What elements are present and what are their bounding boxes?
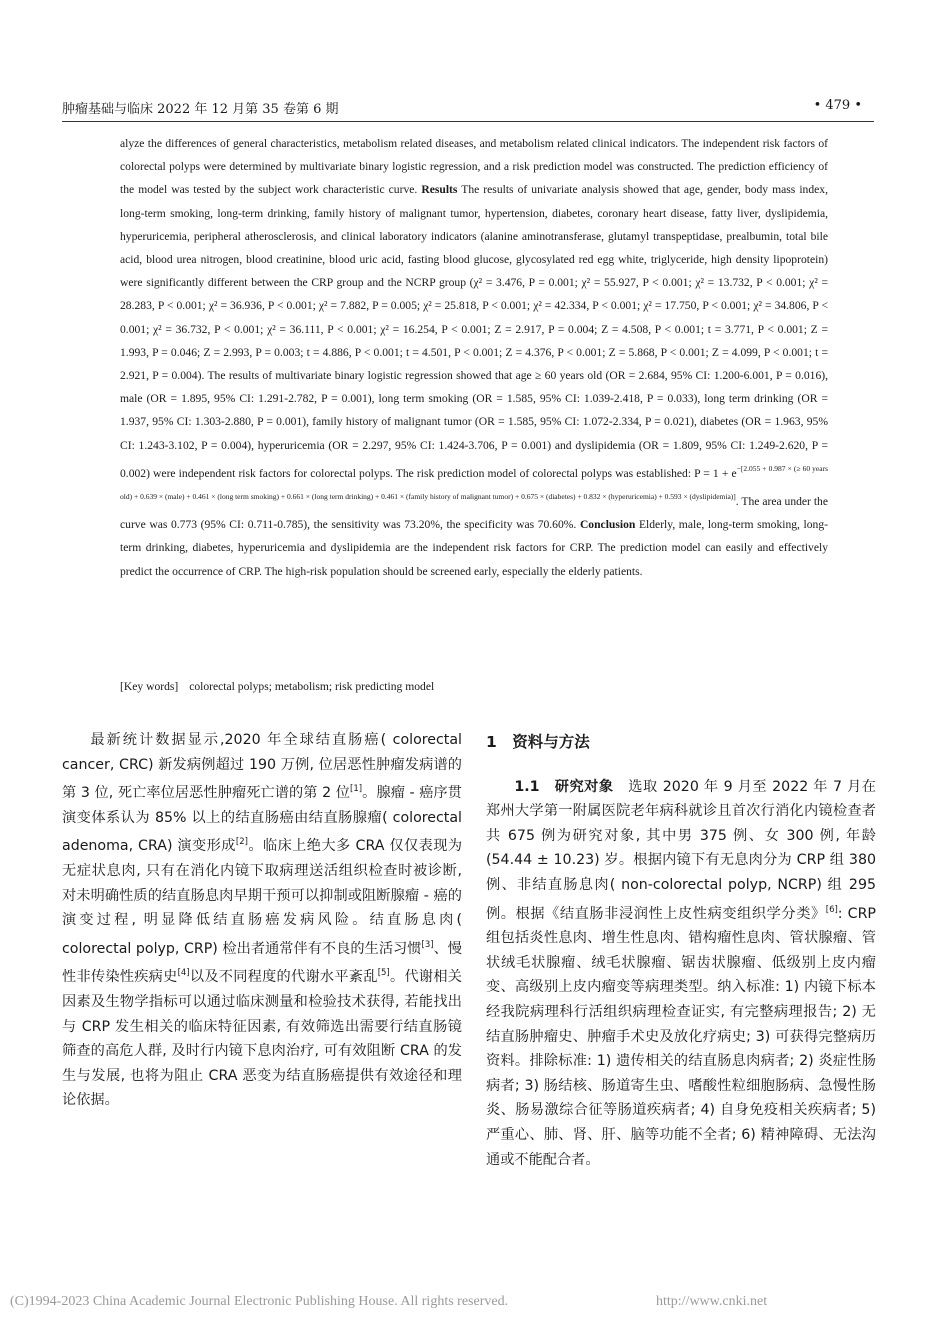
results-label: Results	[421, 183, 458, 197]
citation-4[interactable]: [4]	[177, 968, 190, 979]
abstract-body	[120, 132, 828, 583]
citation-3[interactable]: [3]	[421, 939, 434, 950]
copyright-text: (C)1994-2023 China Academic Journal Electronic Publishing House. All rights reserved.	[10, 1294, 509, 1309]
methods-text-2: : CRP 组包括炎性息肉、增生性息肉、错构瘤性息肉、管状腺瘤、管状绒毛状腺瘤、绒毛状腺瘤、锯齿状腺瘤、低级别上皮内瘤变、高级别上皮内瘤变等病理类型。纳入标准: 1) 内镜下标本经我院病理科行活组织病理检查证实, 有完整病理报告; 2) 无结直肠肿瘤史、肿瘤手术史及放化疗病史; 3) 可获得完整病历资料。排除标准: 1) 遗传相关的结直肠息肉病者; 2) 炎症性肠病者; 3) 肠结核、肠道寄生虫、嗜酸性粒细胞肠病、急慢性肠炎、肠易激综合征等肠道疾病者; 4) 自身免疫相关疾病者; 5) 严重心、肺、肾、肝、脑等功能不全者; 6) 精神障碍、无法沟通或不能配合者。	[486, 905, 876, 1168]
abstract-methods-text: alyze the differences of general characteristics, metabolism related diseases, and metabolism related clinical indicators. The independent risk factors of colorectal polyps were determined by multivariate binary logistic regression, and a risk prediction model was constructed. The prediction efficiency of the model was tested by the subject work characteristic curve.	[120, 137, 828, 197]
intro-column	[62, 728, 462, 1113]
abstract-results-text: The results of univariate analysis showed that age, gender, body mass index, long-term smoking, long-term drinking, family history of malignant tumor, hypertension, diabetes, coronary heart disease, fatty liver, dyslipidemia, hyperuricemia, peripheral atherosclerosis, and clinical laboratory indicators (alanine aminotransferase, glutamyl transpeptidase, prealbumin, total bile acid, blood urea nitrogen, blood creatinine, blood uric acid, fasting blood glucose, glycosylated red egg white, triglyceride, high density lipoprotein) were significantly different between the CRP group and the NCRP group (χ² = 3.476, P = 0.001; χ² = 55.927, P < 0.001; χ² = 13.732, P < 0.001; χ² = 28.283, P < 0.001; χ² = 36.936, P < 0.001; χ² = 7.882, P = 0.005; χ² = 25.818, P < 0.001; χ² = 42.334, P < 0.001; χ² = 17.750, P < 0.001; χ² = 34.806, P < 0.001; χ² = 36.732, P < 0.001; χ² = 36.111, P < 0.001; χ² = 16.254, P < 0.001; Z = 2.917, P = 0.004; Z = 4.508, P < 0.001; t = 3.771, P < 0.001; Z = 1.993, P = 0.046; Z = 2.993, P = 0.003; t = 4.886, P < 0.001; t = 4.501, P < 0.001; Z = 4.376, P < 0.001; Z = 5.868, P < 0.001; Z = 4.099, P < 0.001; t = 2.921, P = 0.004). The results of multivariate binary logistic regression showed that age ≥ 60 years old (OR = 2.684, 95% CI: 1.200-6.001, P = 0.016), male (OR = 1.895, 95% CI: 1.291-2.782, P = 0.001), long term smoking (OR = 1.585, 95% CI: 1.039-2.418, P = 0.033), long term drinking (OR = 1.937, 95% CI: 1.303-2.880, P = 0.001), family history of malignant tumor (OR = 1.585, 95% CI: 1.072-2.334, P = 0.021), diabetes (OR = 1.963, 95% CI: 1.243-3.102, P = 0.004), hyperuricemia (OR = 2.297, 95% CI: 1.424-3.706, P = 0.001) and dyslipidemia (OR = 1.809, 95% CI: 1.249-2.620, P = 0.002) were independent risk factors for colorectal polyps. The risk prediction model of colorectal polyps was established:	[120, 183, 828, 480]
journal-title: 肿瘤基础与临床 2022 年 12 月第 35 卷第 6 期	[62, 102, 339, 117]
intro-text-2: 。腺瘤 - 癌序贯演变体系认为 85% 以上的结直肠癌由结直肠腺瘤( colorectal adenoma, CRA) 演变形成	[62, 785, 462, 855]
citation-2[interactable]: [2]	[235, 837, 248, 848]
methods-text-1: 选取 2020 年 9 月至 2022 年 7 月在郑州大学第一附属医院老年病科就诊且首次行消化内镜检查者共 675 例为研究对象, 其中男 375 例、女 300 例, 年龄(54.44 ± 10.23) 岁。根据内镜下有无息肉分为 CRP 组 380 例、非结直肠息肉( non-colorectal polyp, NCRP) 组 295 例。根据《结直肠非浸润性上皮性病变组织学分类》	[486, 778, 876, 922]
intro-text-6: 。代谢相关因素及生物学指标可以通过临床测量和检验技术获得, 若能找出与 CRP 发生相关的临床特征因素, 有效筛选出需要行结直肠镜筛查的高危人群, 及时行内镜下息肉治疗, 可有效阻断 CRA 的发生与发展, 也将为阻止 CRA 恶变为结直肠癌提供有效途径和理论依据。	[62, 969, 462, 1109]
intro-text-4: 、慢性非传染性疾病史	[62, 940, 462, 986]
intro-paragraph	[62, 728, 462, 1113]
intro-text-3: 。临床上绝大多 CRA 仅仅表现为无症状息肉, 只有在消化内镜下取病理送活组织检查时被诊断, 对未明确性质的结直肠息肉早期干预可以抑制或阻断腺瘤 - 癌的演变过程, 明显降低结直肠癌发病风险。结直肠息肉( colorectal polyp, CRP) 检出者通常伴有不良的生活习惯	[62, 838, 463, 957]
abstract-conclusion-text: Elderly, male, long-term smoking, long-term drinking, diabetes, hyperuricemia and dyslipidemia are the independent risk factors for CRP. The prediction model can easily and effectively predict the occurrence of CRP. The high-risk population should be screened early, especially the elderly patients.	[120, 518, 829, 578]
citation-5[interactable]: [5]	[377, 968, 390, 979]
cnki-link[interactable]: http://www.cnki.net	[656, 1294, 768, 1309]
header-rule	[62, 121, 874, 122]
keywords-label: [Key words]	[120, 680, 179, 693]
page-number: • 479 •	[813, 98, 862, 113]
intro-text-5: 以及不同程度的代谢水平紊乱	[189, 969, 378, 986]
section-title: 1 资料与方法	[486, 733, 590, 751]
conclusion-label: Conclusion	[579, 518, 636, 532]
formula-exponent: −[2.055 + 0.987 × (≥ 60 years old) + 0.639 × (male) + 0.461 × (long term smoking) + 0.661 × (long term drinking) + 0.461 × (family history of malignant tumor) + 0.675 × (diabetes) + 0.832 × (hyperuricemia) + 0.593 × (dyslipidemia)]	[120, 463, 828, 502]
formula-main: P = 1 + e	[694, 466, 737, 480]
citation-1[interactable]: [1]	[350, 784, 363, 795]
methods-paragraph	[486, 775, 876, 1173]
intro-text-1: 最新统计数据显示,2020 年全球结直肠癌( colorectal cancer, CRC) 新发病例超过 190 万例, 位居恶性肿瘤发病谱的第 3 位, 死亡率位居恶性肿瘤死亡谱的第 2 位	[62, 732, 462, 802]
page-header	[62, 98, 862, 118]
keywords-line	[120, 680, 434, 693]
methods-column	[486, 728, 876, 1172]
subsection-title: 1.1 研究对象	[514, 778, 614, 795]
abstract-auc-text: . The area under the curve was 0.773 (95% CI: 0.711-0.785), the sensitivity was 73.20%, the specificity was 70.60%.	[120, 495, 828, 532]
keywords-text: colorectal polyps; metabolism; risk predicting model	[189, 680, 435, 693]
citation-6[interactable]: [6]	[825, 904, 838, 915]
